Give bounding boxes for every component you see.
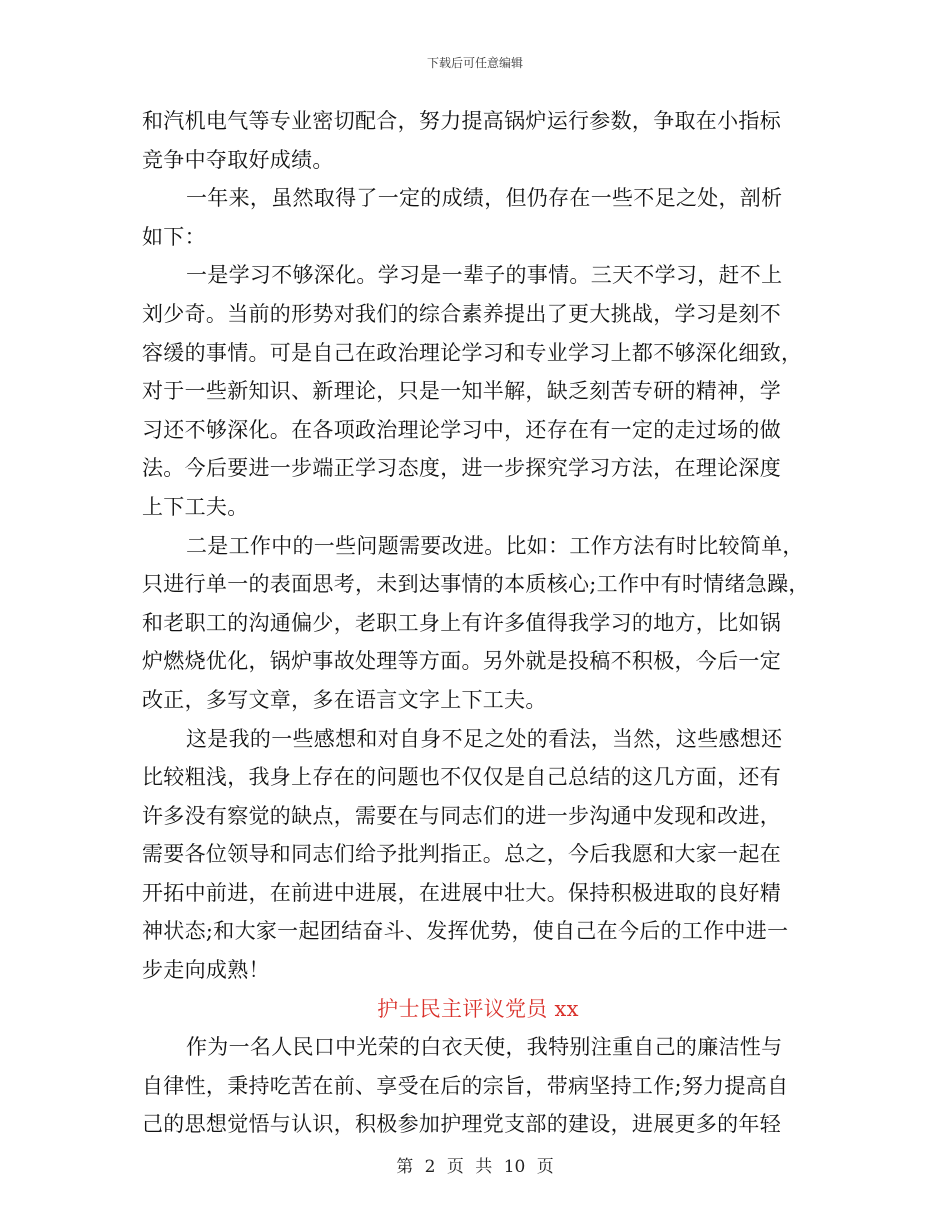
text-line: 开拓中前进，在前进中进展，在进展中壮大。保持积极进取的良好精 xyxy=(142,880,781,905)
text-line: 对于一些新知识、新理论，只是一知半解，缺乏刻苦专研的精神，学 xyxy=(142,379,781,404)
text-line: 炉燃烧优化，锅炉事故处理等方面。另外就是投稿不积极，今后一定 xyxy=(142,649,781,674)
text-line: 比较粗浅，我身上存在的问题也不仅仅是自己总结的这几方面，还有 xyxy=(142,765,781,790)
page-number-footer: 第 2 页 共 10 页 xyxy=(396,1157,554,1177)
text-line: 这是我的一些感想和对自身不足之处的看法，当然，这些感想还 xyxy=(186,726,783,751)
page-header-note: 下载后可任意编辑 xyxy=(426,56,523,70)
document-body xyxy=(142,102,814,1144)
text-line: 上下工夫。 xyxy=(142,494,249,519)
text-line: 习还不够深化。在各项政治理论学习中，还存在有一定的走过场的做 xyxy=(142,417,781,442)
text-line: 刘少奇。当前的形势对我们的综合素养提出了更大挑战，学习是刻不 xyxy=(142,301,781,326)
text-line: 二是工作中的一些问题需要改进。比如：工作方法有时比较简单， xyxy=(186,533,804,558)
text-line: 和老职工的沟通偏少，老职工身上有许多值得我学习的地方，比如锅 xyxy=(142,610,781,635)
text-line: 只进行单一的表面思考，未到达事情的本质核心;工作中有时情绪急躁， xyxy=(142,572,810,597)
text-line: 自律性，秉持吃苦在前、享受在后的宗旨，带病坚持工作;努力提高自 xyxy=(142,1073,789,1098)
text-line: 己的思想觉悟与认识，积极参加护理党支部的建设，进展更多的年轻 xyxy=(142,1112,781,1137)
section-title: 护士民主评议党员 xx xyxy=(377,996,579,1021)
text-line: 改正，多写文章，多在语言文字上下工夫。 xyxy=(142,687,547,712)
text-line: 一年来，虽然取得了一定的成绩，但仍存在一些不足之处，剖析 xyxy=(186,186,783,211)
text-line: 作为一名人民口中光荣的白衣天使，我特别注重自己的廉洁性与 xyxy=(186,1035,783,1060)
text-line: 法。今后要进一步端正学习态度，进一步探究学习方法，在理论深度 xyxy=(142,456,781,481)
text-line: 和汽机电气等专业密切配合，努力提高锅炉运行参数，争取在小指标 xyxy=(142,109,781,133)
text-line: 需要各位领导和同志们给予批判指正。总之，今后我愿和大家一起在 xyxy=(142,842,781,867)
text-line: 竞争中夺取好成绩。 xyxy=(142,147,334,172)
text-line: 一是学习不够深化。学习是一辈子的事情。三天不学习，赶不上 xyxy=(186,263,783,288)
text-line: 如下： xyxy=(142,224,206,249)
text-line: 许多没有察觉的缺点，需要在与同志们的进一步沟通中发现和改进， xyxy=(142,803,781,828)
text-line: 神状态;和大家一起团结奋斗、发挥优势，使自己在今后的工作中进一 xyxy=(142,919,789,944)
text-line: 步走向成熟！ xyxy=(142,958,270,983)
text-line: 容缓的事情。可是自己在政治理论学习和专业学习上都不够深化细致， xyxy=(142,340,803,365)
